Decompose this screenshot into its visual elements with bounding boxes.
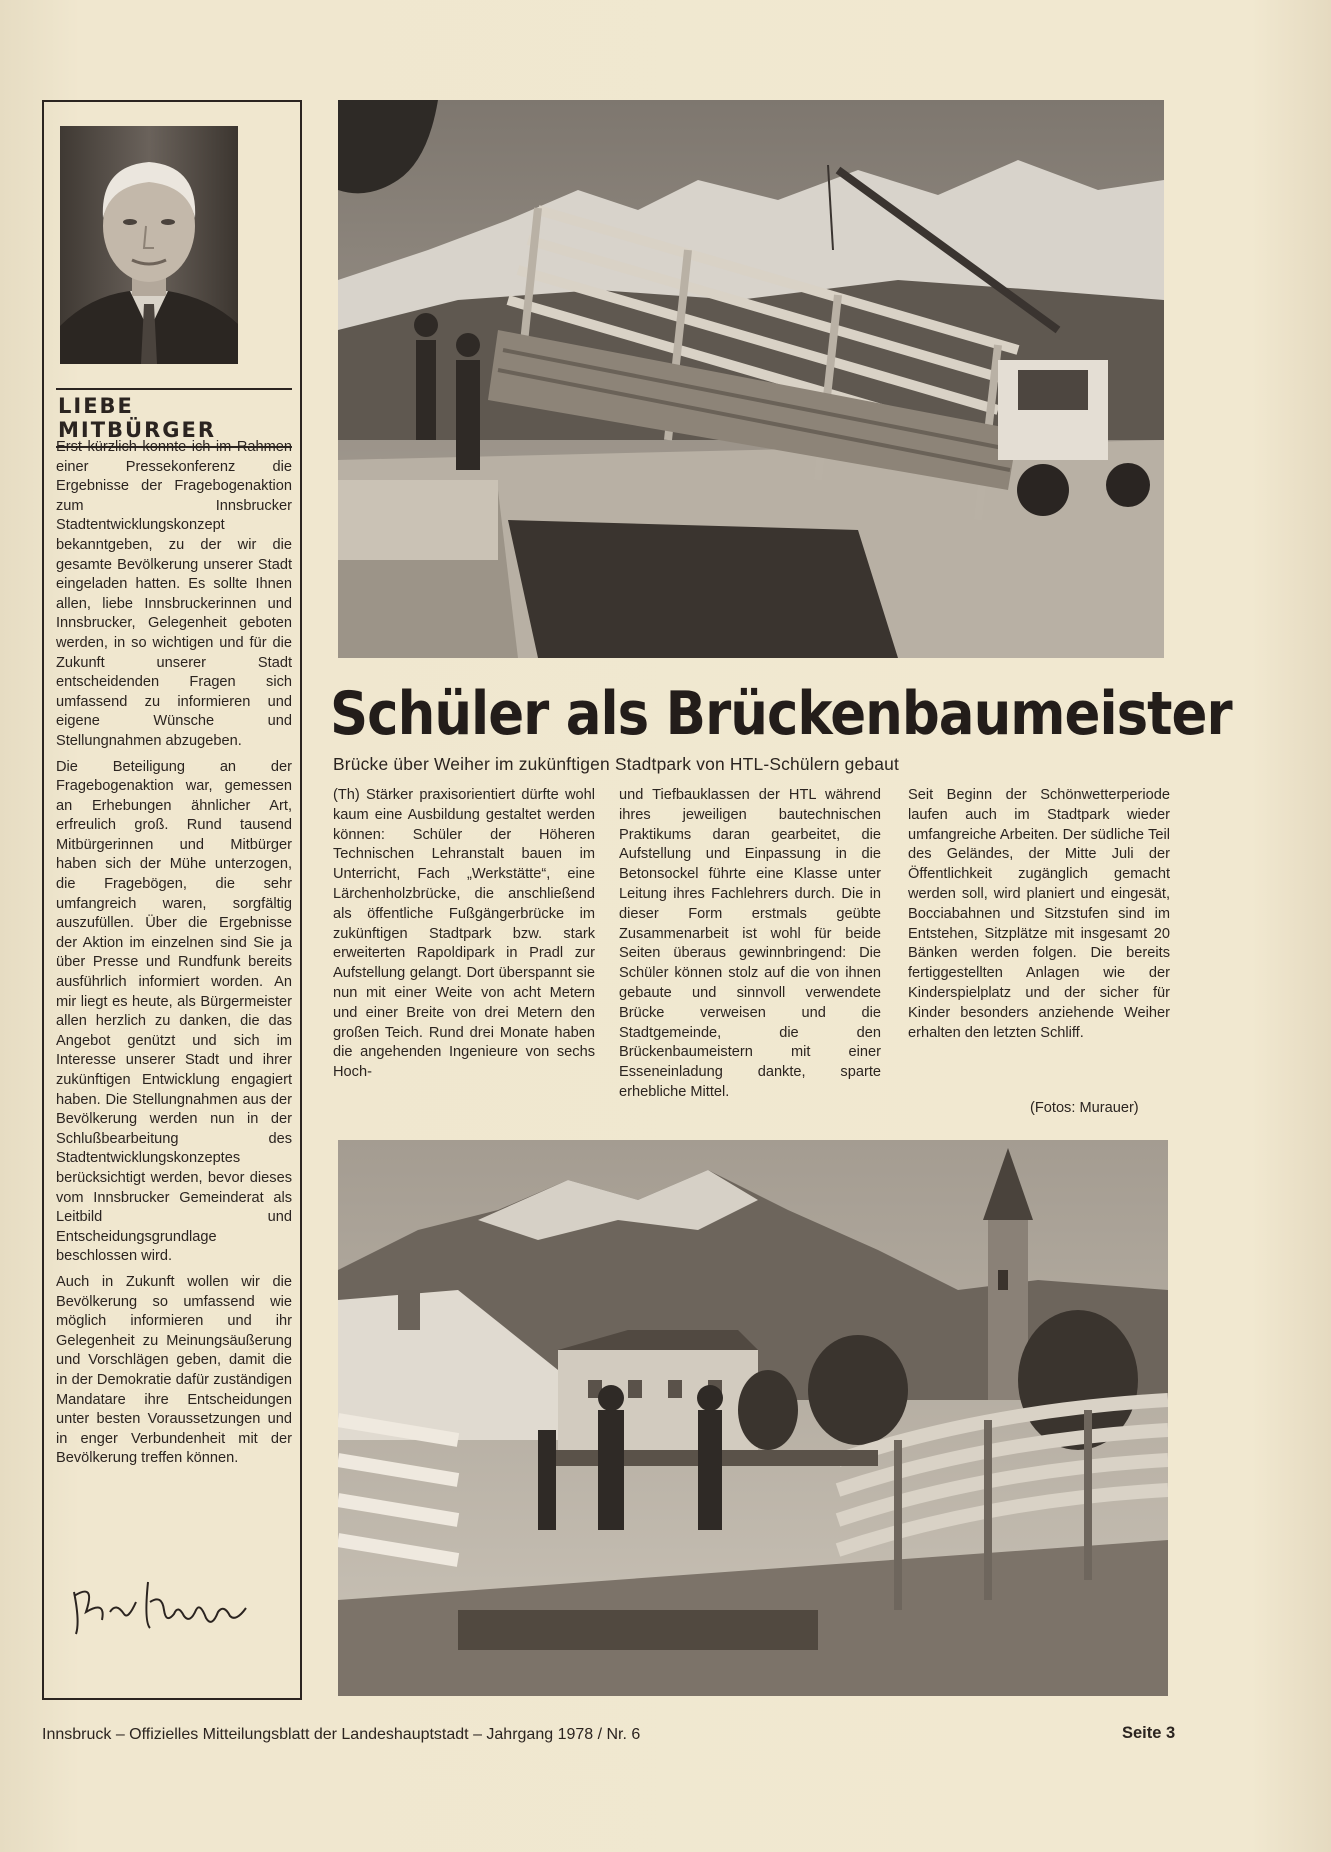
article-text: Seit Beginn der Schönwetterperiode laufen auch im Stadtpark wieder umfangreiche Arbeiten. Der südliche Teil des Geländes, der Mitte Juli der Öffentlichkeit zugänglich gemacht werden soll, wird planiert und eingesät, Bocciabahnen und Sitzstufen sind im Entstehen, Sitzplätze mit insgesamt 20 Bänken werden folgen. Die bereits fertiggestellten Anlagen wie der Kinderspielplatz und der sicher für Kinder besonders anziehende Weiher erhalten den letzten Schliff. <box>908 787 1170 1041</box>
mayor-portrait-photo <box>60 126 238 364</box>
finished-bridge-photo <box>338 1140 1168 1696</box>
article-subheadline: Brücke über Weiher im zukünftigen Stadtpark von HTL-Schülern gebaut <box>333 754 900 774</box>
letter-body <box>56 438 292 1475</box>
bridge-crane-photo <box>338 100 1164 658</box>
photo-credit: (Fotos: Murauer) <box>1030 1100 1139 1116</box>
letter-paragraph: Erst kürzlich konnte ich im Rahmen einer Pressekonferenz die Ergebnisse der Fragebogenaktion zum Innsbrucker Stadtentwicklungskonzept bekanntgeben, zu der wir die gesamte Bevölkerung unserer Stadt eingeladen hatten. Es sollte Ihnen allen, liebe Innsbruckerinnen und Innsbrucker, Gelegenheit geboten werden, in so wichtigen und für die Zukunft unserer Stadt entscheidenden Fragen sich umfassend zu informieren und eigene Wünsche und Stellungnahmen abzugeben. <box>56 439 292 749</box>
letter-heading: LIEBE MITBÜRGER <box>56 388 292 448</box>
article-column-1 <box>333 786 595 1083</box>
article-text: (Th) Stärker praxisorientiert dürfte wohl kaum eine Ausbildung gestaltet werden können: Schüler der Höheren Technischen Lehranstalt bauen im Unterricht, Fach „Werkstätte“, eine Lärchenholzbrücke, die anschließend als öffentliche Fußgängerbrücke im zukünftigen Stadtpark bzw. stark erweiterten Rapoldipark in Pradl zur Aufstellung gelangt. Dort überspannt sie nun mit einer Weite von acht Metern und einer Breite von drei Metern den großen Teich. Rund drei Monate haben die angehenden Ingenieure von sechs Hoch- <box>333 787 595 1081</box>
article-headline: Schüler als Brückenbaumeister <box>330 680 1232 749</box>
mayor-signature <box>66 1562 266 1642</box>
letter-paragraph: Die Beteiligung an der Fragebogenaktion war, gemessen an Erhebungen ähnlicher Art, erfreulich groß. Rund tausend Mitbürgerinnen und Mitbürger haben sich der Mühe unterzogen, die Fragebögen, die sehr umfangreich waren, sorgfältig auszufüllen. Über die Ergebnisse der Aktion im einzelnen sind Sie ja über Presse und Rundfunk bereits ausführlich informiert worden. An mir liegt es heute, als Bürgermeister allen herzlich zu danken, die das Angebot genützt und sich im Interesse unserer Stadt und ihrer zukünftigen Entwicklung engagiert haben. Die Stellungnahmen aus der Bevölkerung werden nun in der Schlußbearbeitung des Stadtentwicklungskonzeptes berücksichtigt werden, bevor dieses vom Innsbrucker Gemeinderat als Leitbild und Entscheidungsgrundlage beschlossen wird. <box>56 758 292 1265</box>
page-number: Seite 3 <box>1122 1724 1176 1742</box>
article-column-2 <box>619 786 881 1103</box>
article-column-3 <box>908 786 1170 1043</box>
publication-footer: Innsbruck – Offizielles Mitteilungsblatt der Landeshauptstadt – Jahrgang 1978 / Nr. 6 <box>42 1726 641 1743</box>
article-text: und Tiefbauklassen der HTL während ihres jeweiligen bautechnischen Praktikums daran gearbeitet, die Aufstellung und Einpassung in die Betonsockel führte eine Klasse unter Leitung ihres Fachlehrers durch. Die in dieser Form erstmals geübte Zusammenarbeit ist wohl für beide Seiten überaus gewinnbringend: Die Schüler können stolz auf die von ihnen gebaute und sinnvoll verwendete Brücke verweisen und die Stadtgemeinde, die den Brückenbaumeistern mit einer Esseneinladung dankte, sparte erhebliche Mittel. <box>619 787 881 1100</box>
mayor-letter-box <box>42 100 302 1700</box>
letter-paragraph: Auch in Zukunft wollen wir die Bevölkerung so umfassend wie möglich informieren und ihr Gelegenheit zu Meinungsäußerung und Vorschlägen geben, damit die in der Demokratie dafür zuständigen Mandatare ihre Entscheidungen unter besten Voraussetzungen und in enger Verbundenheit mit der Bevölkerung treffen können. <box>56 1273 292 1467</box>
